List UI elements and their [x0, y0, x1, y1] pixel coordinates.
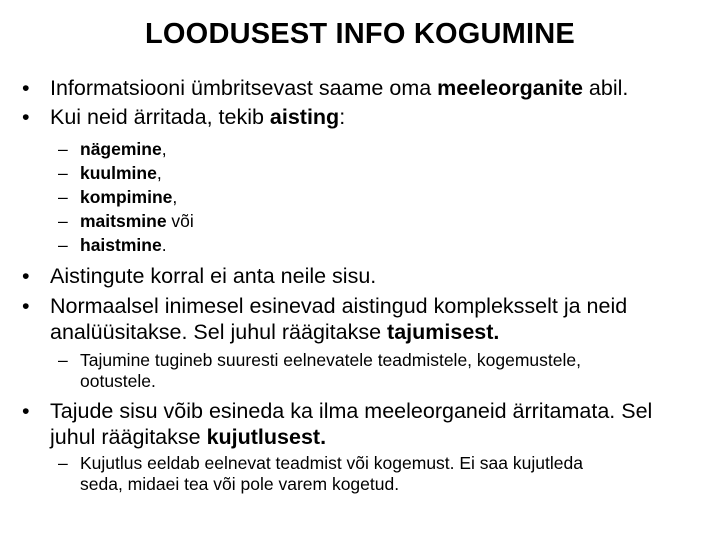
bullet-kujutlus-line2: juhul räägitakse kujutlusest. — [50, 425, 327, 449]
bullet-marker: • — [22, 399, 30, 423]
bullet-marker: • — [22, 294, 30, 318]
bullet-aisting: Kui neid ärritada, tekib aisting: — [50, 105, 346, 129]
dash-marker: – — [58, 187, 68, 207]
bullet-tajumine-line1: Normaalsel inimesel esinevad aistingud kompleksselt ja neid — [50, 294, 628, 318]
slide-title: LOODUSEST INFO KOGUMINE — [145, 18, 575, 50]
sense-item: kuulmine, — [80, 163, 162, 183]
sub-kujutlus-line1: Kujutlus eeldab eelnevat teadmist või kogemust. Ei saa kujutleda — [80, 453, 583, 473]
dash-marker: – — [58, 163, 68, 183]
bullet-marker: • — [22, 76, 30, 100]
bullet-aistingute-sisu: Aistingute korral ei anta neile sisu. — [50, 264, 377, 288]
sub-tajumine-line2: ootustele. — [80, 371, 156, 391]
sub-kujutlus-line2: seda, midaei tea või pole varem kogetud. — [80, 474, 400, 494]
sub-tajumine-line1: Tajumine tugineb suuresti eelnevatele teadmistele, kogemustele, — [80, 350, 581, 370]
sense-item: nägemine, — [80, 139, 167, 159]
bullet-meeleorganid: Informatsiooni ümbritsevast saame oma meeleorganite abil. — [50, 76, 629, 100]
dash-marker: – — [58, 211, 68, 231]
bullet-tajumine-line2: analüüsitakse. Sel juhul räägitakse tajumisest. — [50, 320, 500, 344]
sense-item: haistmine. — [80, 235, 167, 255]
sense-item: maitsmine või — [80, 211, 194, 231]
dash-marker: – — [58, 350, 68, 370]
dash-marker: – — [58, 453, 68, 473]
bullet-marker: • — [22, 264, 30, 288]
bullet-marker: • — [22, 105, 30, 129]
dash-marker: – — [58, 139, 68, 159]
dash-marker: – — [58, 235, 68, 255]
bullet-kujutlus-line1: Tajude sisu võib esineda ka ilma meeleorganeid ärritamata. Sel — [50, 399, 653, 423]
sense-item: kompimine, — [80, 187, 178, 207]
